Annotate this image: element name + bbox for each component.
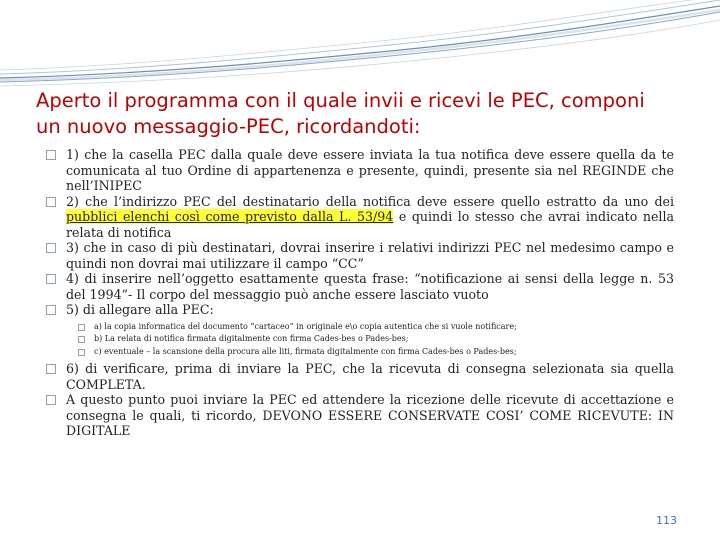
bullet-2-text-end: e quindi lo stesso che avrai indicato nella relata di notifica: [66, 209, 674, 240]
bullet-4: [46, 271, 674, 302]
sub-bullet-a-text: a) la copia informatica del documento “cartaceo” in originale e\o copia autentica che si vuole notificare;: [94, 321, 517, 331]
checkbox-icon: [46, 364, 56, 374]
checkbox-icon: [78, 349, 85, 356]
bullet-list: [46, 147, 674, 439]
checkbox-icon: [46, 150, 56, 160]
sub-bullet-c: [78, 346, 674, 359]
bullet-1-text: 1) che la casella PEC dalla quale deve essere inviata la tua notifica deve essere quella da te comunicata al tuo Ordine di appartenenza e presente, quindi, presente sia nel REGINDE che nell’INIPEC: [66, 147, 674, 193]
bullet-4-text: 4) di inserire nell’oggetto esattamente questa frase: “notificazione ai sensi della legge n. 53 del 1994”- Il corpo del messaggio può anche essere lasciato vuoto: [66, 271, 674, 302]
attachment-sublist: [46, 321, 674, 359]
bullet-3: [46, 240, 674, 271]
bullet-7-text: A questo punto puoi inviare la PEC ed attendere la ricezione delle ricevute di accettazione e consegna le quali, ti ricordo, DEVONO ESSERE CONSERVATE COSI’ COME RICEVUTE: IN DIGITALE: [66, 392, 674, 438]
checkbox-icon: [78, 336, 85, 343]
bullet-3-text: 3) che in caso di più destinatari, dovrai inserire i relativi indirizzi PEC nel medesimo campo e quindi non dovrai mai utilizzare il campo “CC”: [66, 240, 674, 271]
law-reference-link[interactable]: pubblici elenchi così come previsto dalla L. 53/94: [66, 209, 394, 224]
bullet-7: [46, 392, 674, 439]
bullet-2-text-start: 2) che l’indirizzo PEC del destinatario della notifica deve essere quello estratto da uno dei: [66, 193, 674, 209]
sub-bullet-c-text: c) eventuale – la scansione della procura alle liti, firmata digitalmente con firma Cades-bes o Pades-bes;: [94, 346, 517, 356]
bullet-5: [46, 302, 674, 318]
checkbox-icon: [46, 197, 56, 207]
bullet-6-text: 6) di verificare, prima di inviare la PEC, che la ricevuta di consegna selezionata sia quella COMPLETA.: [66, 361, 674, 392]
sub-bullet-a: [78, 321, 674, 334]
title-line-1: Aperto il programma con il quale invii e ricevi le PEC, componi: [36, 89, 645, 112]
title-line-2: un nuovo messaggio-PEC, ricordandoti:: [36, 115, 421, 138]
slide-title: [36, 88, 696, 140]
checkbox-icon: [46, 305, 56, 315]
bullet-6: [46, 361, 674, 392]
checkbox-icon: [46, 243, 56, 253]
checkbox-icon: [78, 324, 85, 331]
sub-bullet-b-text: b) La relata di notifica firmata digitalmente con firma Cades-bes o Pades-bes;: [94, 334, 409, 343]
bullet-2: [46, 194, 674, 241]
wave-decoration: [0, 0, 720, 90]
checkbox-icon: [46, 395, 56, 405]
sub-bullet-b: [78, 333, 674, 346]
bullet-1: [46, 147, 674, 194]
checkbox-icon: [46, 274, 56, 284]
page-number: 113: [656, 514, 677, 527]
bullet-5-text: 5) di allegare alla PEC:: [66, 302, 214, 317]
